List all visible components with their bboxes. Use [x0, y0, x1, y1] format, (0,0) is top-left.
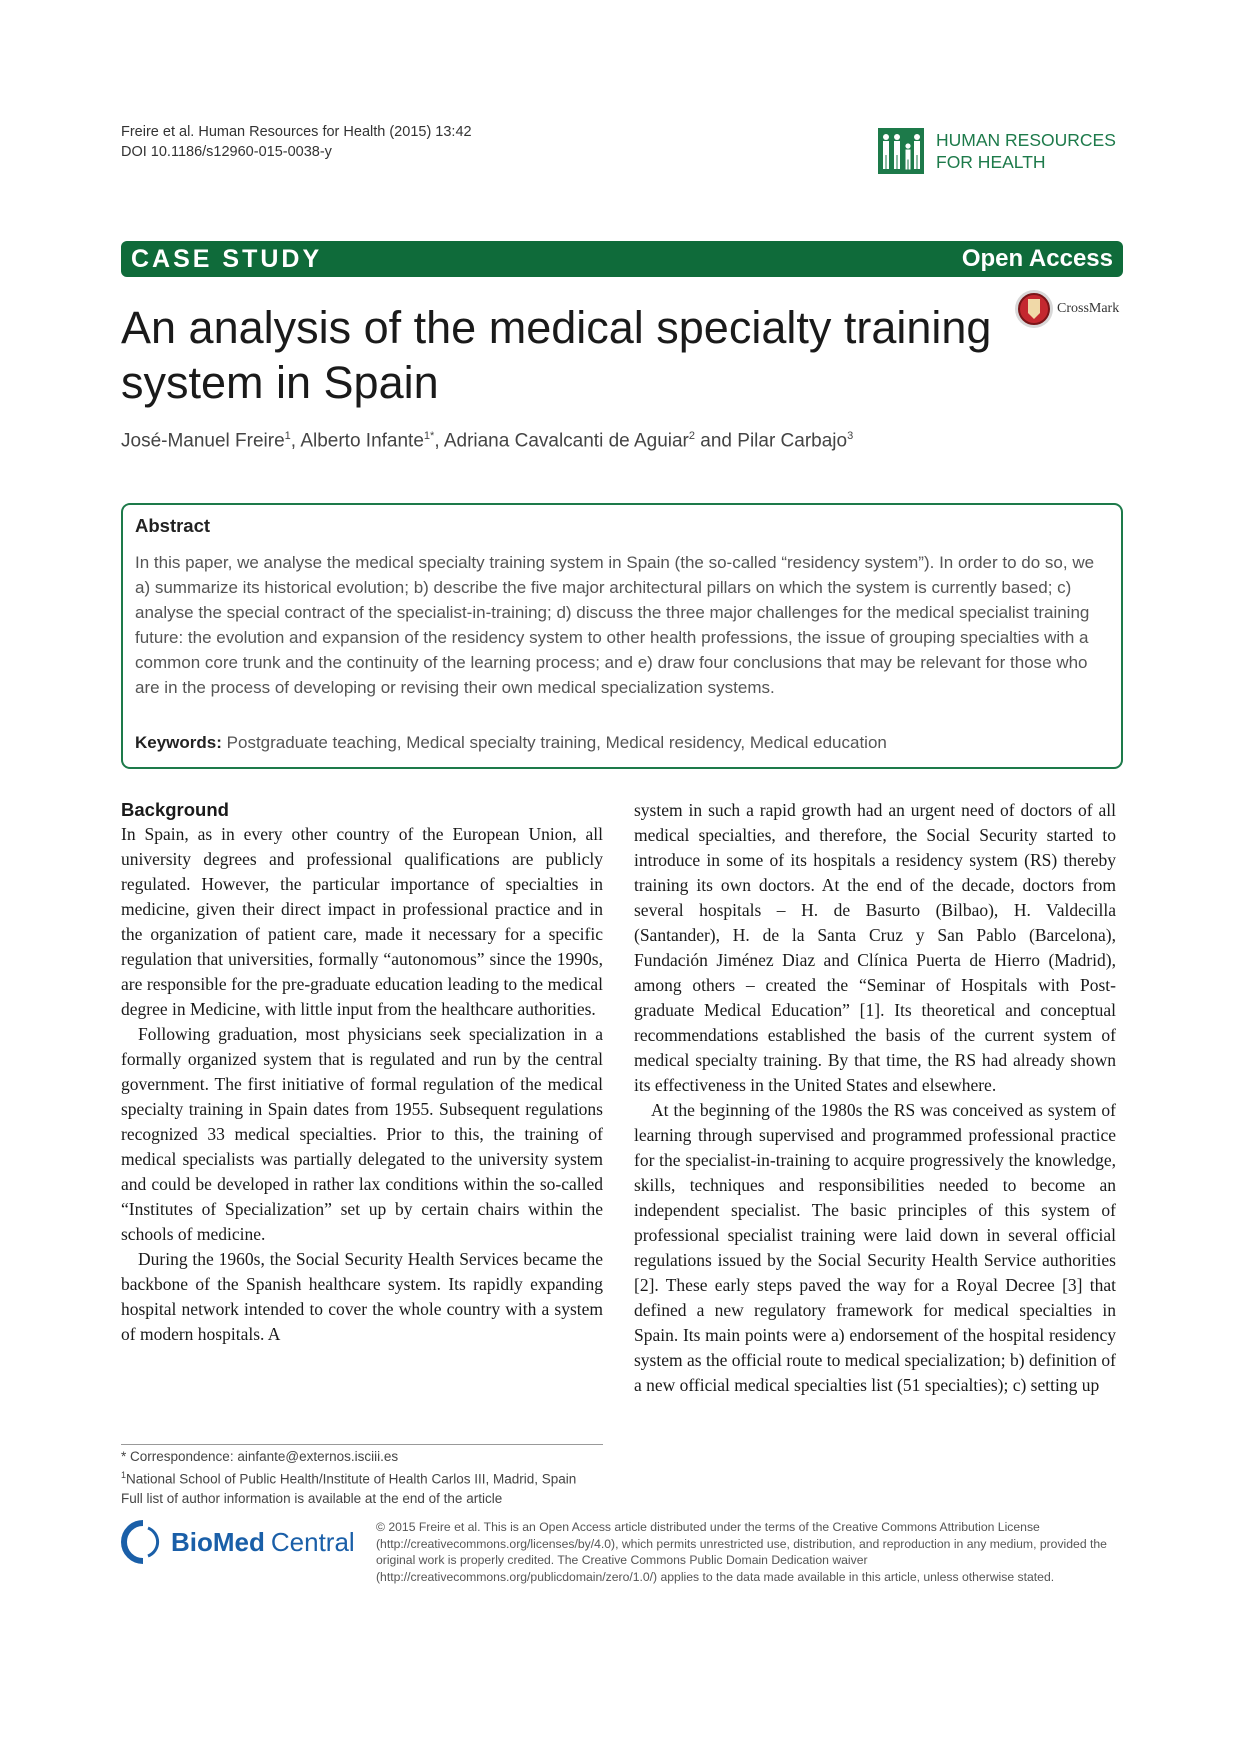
author-affiliation: 2 [688, 430, 695, 442]
body-paragraph: In Spain, as in every other country of the European Union, all university degrees and professional qualifications are publicly regulated. However, the particular importance of specialties in medicine, given their direct impact in professional practice and in the organization of patient care, made it necessary for a specific regulation that universities, formally “autonomous” since the 1990s, are responsible for the pre-graduate education leading to the medical degree in Medicine, with little input from the healthcare authorities. [121, 824, 603, 1019]
affiliation-text: National School of Public Health/Institute of Health Carlos III, Madrid, Spain [126, 1471, 577, 1487]
abstract-text: In this paper, we analyse the medical specialty training system in Spain (the so-called “residency system”). In order to do so, we a) summarize its historical evolution; b) describe the five major architectural pillars on which the system is currently based; c) analyse the special contract of the specialist-in-training; d) discuss the three major challenges for the medical specialist training future: the evolution and expansion of the residency system to other health professions, the issue of grouping specialties with a common core trunk and the continuity of the learning process; and e) draw four conclusions that may be relevant for those who are in the process of developing or revising their own medical specialization systems. [135, 553, 1095, 697]
article-type: CASE STUDY [131, 244, 323, 273]
author-list: José-Manuel Freire$^1$, Alberto Infante$^{1*}$, Adriana Cavalcanti de Aguiar$^2$ and Pilar Carbajo$^3$ [121, 430, 854, 452]
article-title: An analysis of the medical specialty training system in Spain [121, 302, 992, 408]
biomed-central-logo [121, 1520, 355, 1564]
body-paragraph: system in such a rapid growth had an urgent need of doctors of all medical specialties, and therefore, the Social Security started to introduce in some of its hospitals a residency system (RS) thereby training its own doctors. At the end of the decade, doctors from several hospitals – H. de Basurto (Bilbao), H. Valdecilla (Santander), H. de la Santa Cruz y San Pablo (Barcelona), Fundación Jiménez Diaz and Clínica Puerta de Hierro (Madrid), among others – created the “Seminar of Hospitals with Post-graduate Medical Education” [1]. Its theoretical and conceptual recommendations established the basis of the current system of medical specialty training. By that time, the RS had already shown its effectiveness in the United States and elsewhere. [634, 800, 1116, 1095]
open-access-label: Open Access [961, 245, 1113, 272]
crossmark-label: CrossMark [1057, 301, 1120, 316]
journal-name-line2: FOR HEALTH [936, 152, 1046, 172]
journal-name-line1: HUMAN RESOURCES [936, 130, 1116, 150]
affiliation-mark: 1 [121, 1470, 127, 1480]
author-name: Pilar Carbajo [737, 430, 848, 452]
logo-regular-text: Central [270, 1526, 355, 1557]
section-heading: Background [121, 799, 229, 820]
biomed-central-icon [121, 1520, 165, 1564]
body-paragraph: During the 1960s, the Social Security Health Services became the backbone of the Spanish healthcare system. Its rapidly expanding hospital network intended to cover the whole country with a system of modern hospitals. A [121, 1249, 603, 1344]
citation-block [121, 122, 472, 162]
citation-line: Freire et al. Human Resources for Health (2015) 13:42 [121, 124, 472, 140]
logo-bold-text: BioMed [171, 1526, 265, 1557]
body-paragraph: At the beginning of the 1980s the RS was conceived as system of learning through supervised and programmed professional practice for the specialist-in-training to acquire progressively the knowledge, skills, techniques and responsibilities needed to become an independent specialist. The basic principles of this system of professional specialist training were laid down in several official regulations issued by the Social Security Health Service authorities [2]. These early steps paved the way for a Royal Decree [3] that defined a new regulatory framework for medical specialties in Spain. Its main points were a) endorsement of the hospital residency system as the official route to medical specialization; b) definition of a new official medical specialties list (51 specialties); c) setting up [634, 1100, 1116, 1395]
correspondence-note: * Correspondence: ainfante@externos.isciii.es [121, 1449, 399, 1464]
keywords-label: Keywords: [135, 733, 222, 752]
license-text: © 2015 Freire et al. This is an Open Access article distributed under the terms of the Creative Commons Attribution License (http://creativecommons.org/licenses/by/4.0), which permits unrestricted use, distribution, and reproduction in any medium, provided the original work is properly credited. The Creative Commons Public Domain Dedication waiver (http://creativecommons.org/publicdomain/zero/1.0/) applies to the data made available in this article, unless otherwise stated. [376, 1520, 1107, 1584]
abstract-heading: Abstract [135, 515, 211, 536]
article-type-banner [121, 241, 1123, 277]
people-icon [878, 128, 924, 174]
doi-line: DOI 10.1186/s12960-015-0038-y [121, 144, 332, 160]
body-column-right [634, 798, 1116, 1398]
author-name: Alberto Infante [300, 430, 424, 452]
journal-logo [878, 128, 1116, 174]
keywords-list: Postgraduate teaching, Medical specialty training, Medical residency, Medical education [226, 733, 887, 752]
footnotes [121, 1447, 576, 1508]
author-name: José-Manuel Freire [121, 430, 285, 452]
body-column-left [121, 798, 603, 1347]
keywords [135, 733, 887, 753]
body-paragraph: Following graduation, most physicians seek specialization in a formally organized system that is regulated and run by the central government. The first initiative of formal regulation of the medical specialty training in Spain dates from 1955. Subsequent regulations recognized 33 medical specialties. Prior to this, the training of medical specialists was partially delegated to the university system and could be developed in rather lax conditions within the so-called “Institutes of Specialization” set up by certain chairs within the schools of medicine. [121, 1024, 603, 1244]
affiliation-note [121, 1466, 576, 1489]
crossmark-icon [1014, 289, 1054, 329]
abstract-box [121, 503, 1123, 769]
author-affiliation: 1 [284, 430, 291, 442]
crossmark-badge[interactable] [1014, 289, 1119, 329]
author-affiliation: 3 [847, 430, 854, 442]
author-name: Adriana Cavalcanti de Aguiar [443, 430, 689, 452]
journal-name [936, 129, 1116, 173]
author-info-note: Full list of author information is available at the end of the article [121, 1490, 503, 1506]
footnote-divider [121, 1444, 603, 1445]
author-affiliation: 1* [423, 430, 435, 442]
